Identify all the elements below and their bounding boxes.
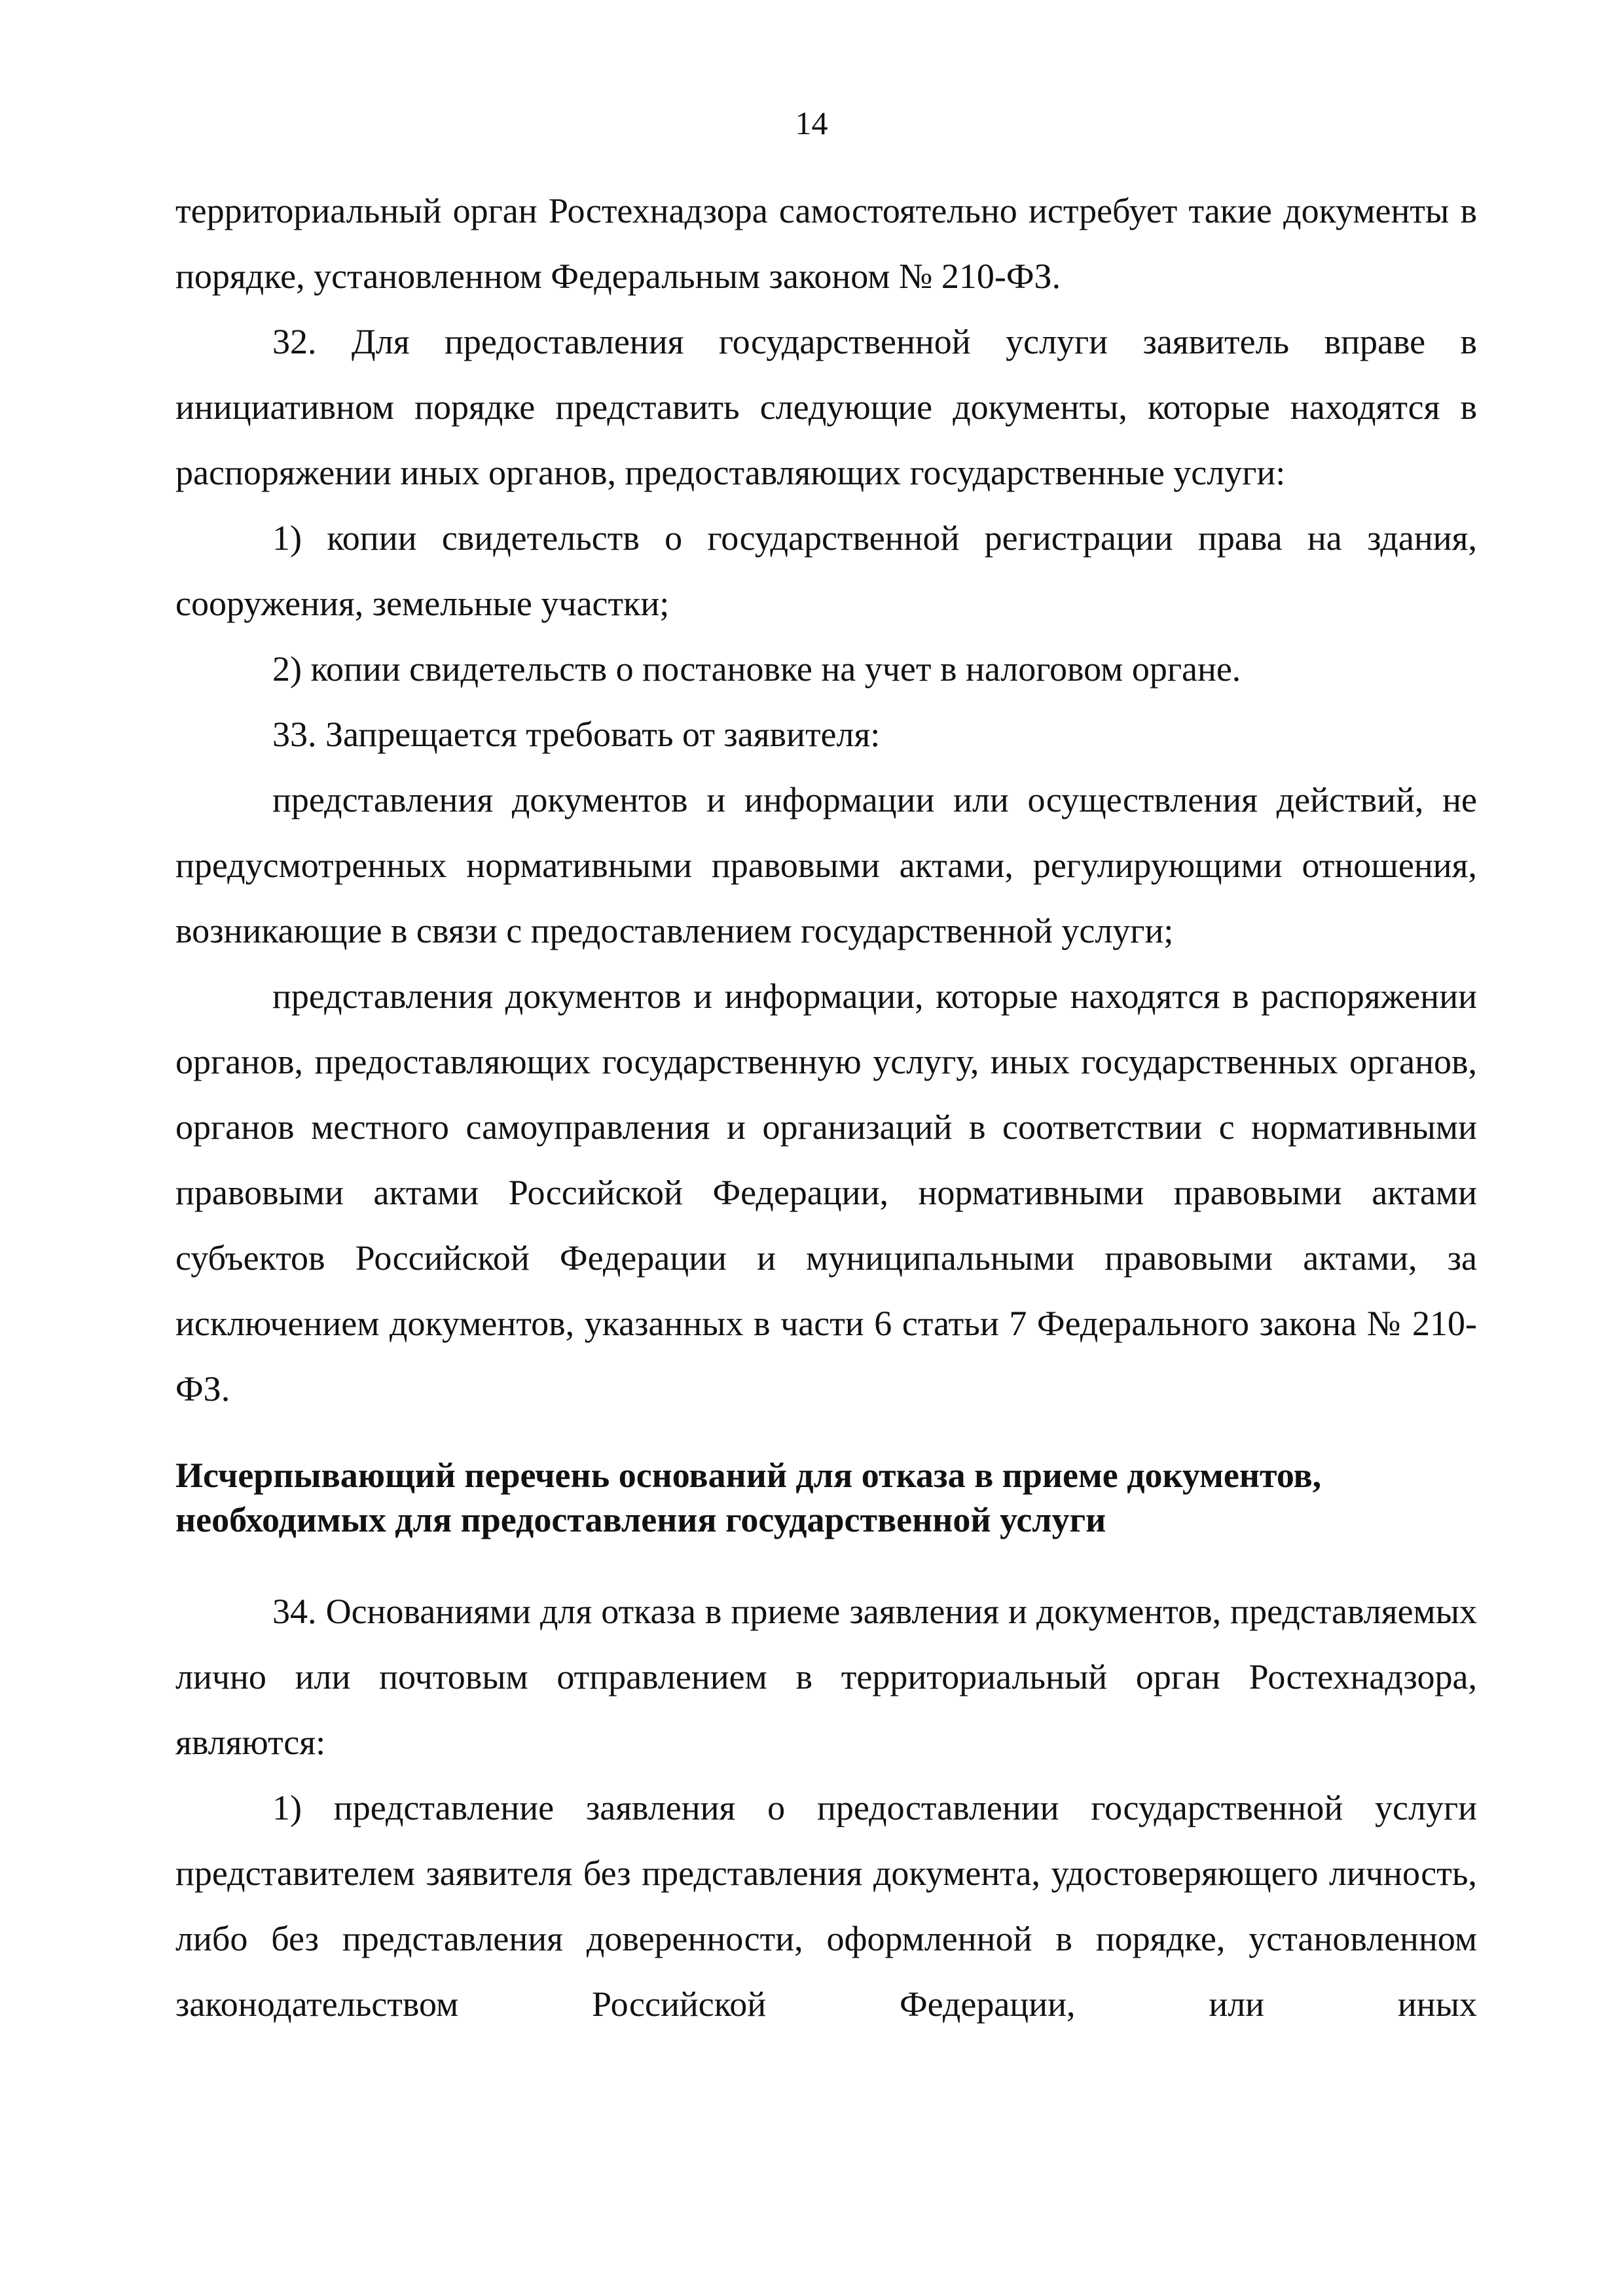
- refusal-ground-1: 1) представление заявления о предоставлении государственной услуги представителем заявителя без представления документа, удостоверяющего личность, либо без представления доверенности, оформленной в порядке, установленном законодательством Российской Федерации, или иных: [175, 1788, 1477, 2024]
- spacer: [175, 1542, 1477, 1579]
- paragraph-34: 34. Основаниями для отказа в приеме заявления и документов, представляемых лично или почтовым отправлением в территориальный орган Ростехнадзора, являются:: [175, 1592, 1477, 1762]
- paragraph-33: 33. Запрещается требовать от заявителя:: [272, 715, 881, 754]
- paragraph-continuation: территориальный орган Ростехнадзора самостоятельно истребует такие документы в порядке, установленном Федеральным законом № 210-ФЗ.: [175, 191, 1477, 296]
- page-number: 14: [795, 105, 828, 141]
- prohibition-item-2: представления документов и информации, которые находятся в распоряжении органов, предоставляющих государственную услугу, иных государственных органов, органов местного самоуправления и организаций в соответствии с нормативными правовыми актами Российской Федерации, нормативными правовыми актами субъектов Российской Федерации и муниципальными правовыми актами, за исключением документов, указанных в части 6 статьи 7 Федерального закона № 210-ФЗ.: [175, 977, 1477, 1408]
- list-item-2: 2) копии свидетельств о постановке на учет в налоговом органе.: [272, 649, 1241, 689]
- spacer: [175, 1422, 1477, 1453]
- paragraph-32: 32. Для предоставления государственной услуги заявитель вправе в инициативном порядке представить следующие документы, которые находятся в распоряжении иных органов, предоставляющих государственные услуги:: [175, 322, 1477, 492]
- section-heading-line-1: Исчерпывающий перечень оснований для отказа в приеме документов,: [175, 1456, 1322, 1495]
- prohibition-item-1: представления документов и информации или осуществления действий, не предусмотренных нормативными правовыми актами, регулирующими отношения, возникающие в связи с предоставлением государственной услуги;: [175, 780, 1477, 950]
- list-item-1: 1) копии свидетельств о государственной регистрации права на здания, сооружения, земельные участки;: [175, 518, 1477, 623]
- section-heading-line-2: необходимых для предоставления государственной услуги: [175, 1500, 1106, 1539]
- section-heading: [175, 1453, 1477, 1542]
- document-body: [175, 178, 1477, 2037]
